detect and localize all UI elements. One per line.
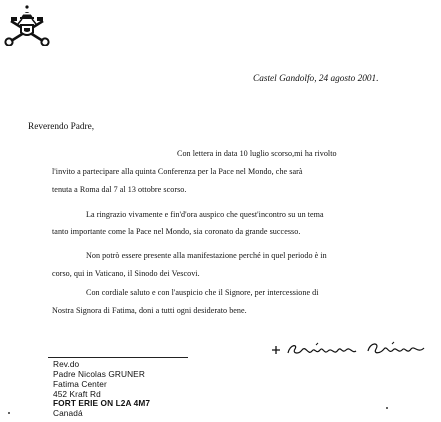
paragraph-3-line-2: corso, qui in Vaticano, il Sinodo dei Vescovi. [52, 269, 200, 278]
paragraph-4-line-2: Nostra Signora di Fatima, doni a tutti ogni desiderato bene. [52, 306, 247, 315]
handwritten-signature [268, 336, 433, 362]
papal-coat-of-arms-icon [4, 4, 50, 46]
address-line-3: Fatima Center [53, 379, 107, 389]
paragraph-2-line-2: tanto importante come la Pace nel Mondo, sia coronato da grande successo. [52, 227, 301, 236]
address-line-2: Padre Nicolas GRUNER [53, 369, 145, 379]
address-divider [48, 357, 188, 358]
address-line-6: Canadá [53, 408, 83, 418]
paragraph-4-line-1: Con cordiale saluto e con l'auspicio che il Signore, per intercessione di [86, 288, 319, 297]
paragraph-3-line-1: Non potrò essere presente alla manifestazione perché in quel periodo è in [86, 251, 327, 260]
paragraph-1-line-2: l'invito a partecipare alla quinta Conferenza per la Pace nel Mondo, che sarà [52, 167, 303, 176]
scan-speck [386, 407, 388, 409]
paragraph-2-line-1: La ringrazio vivamente e fin'd'ora auspico che quest'incontro su un tema [86, 210, 324, 219]
salutation: Reverendo Padre, [28, 122, 95, 132]
address-line-1: Rev.do [53, 359, 80, 369]
scan-speck [8, 412, 10, 414]
paragraph-1-line-3: tenuta a Roma dal 7 al 13 ottobre scorso. [52, 185, 187, 194]
paragraph-1-line-1: Con lettera in data 10 luglio scorso,mi ha rivolto [177, 149, 337, 158]
date-line: Castel Gandolfo, 24 agosto 2001. [253, 74, 379, 84]
address-line-5: FORT ERIE ON L2A 4M7 [53, 398, 151, 408]
address-line-4: 452 Kraft Rd [53, 389, 101, 399]
